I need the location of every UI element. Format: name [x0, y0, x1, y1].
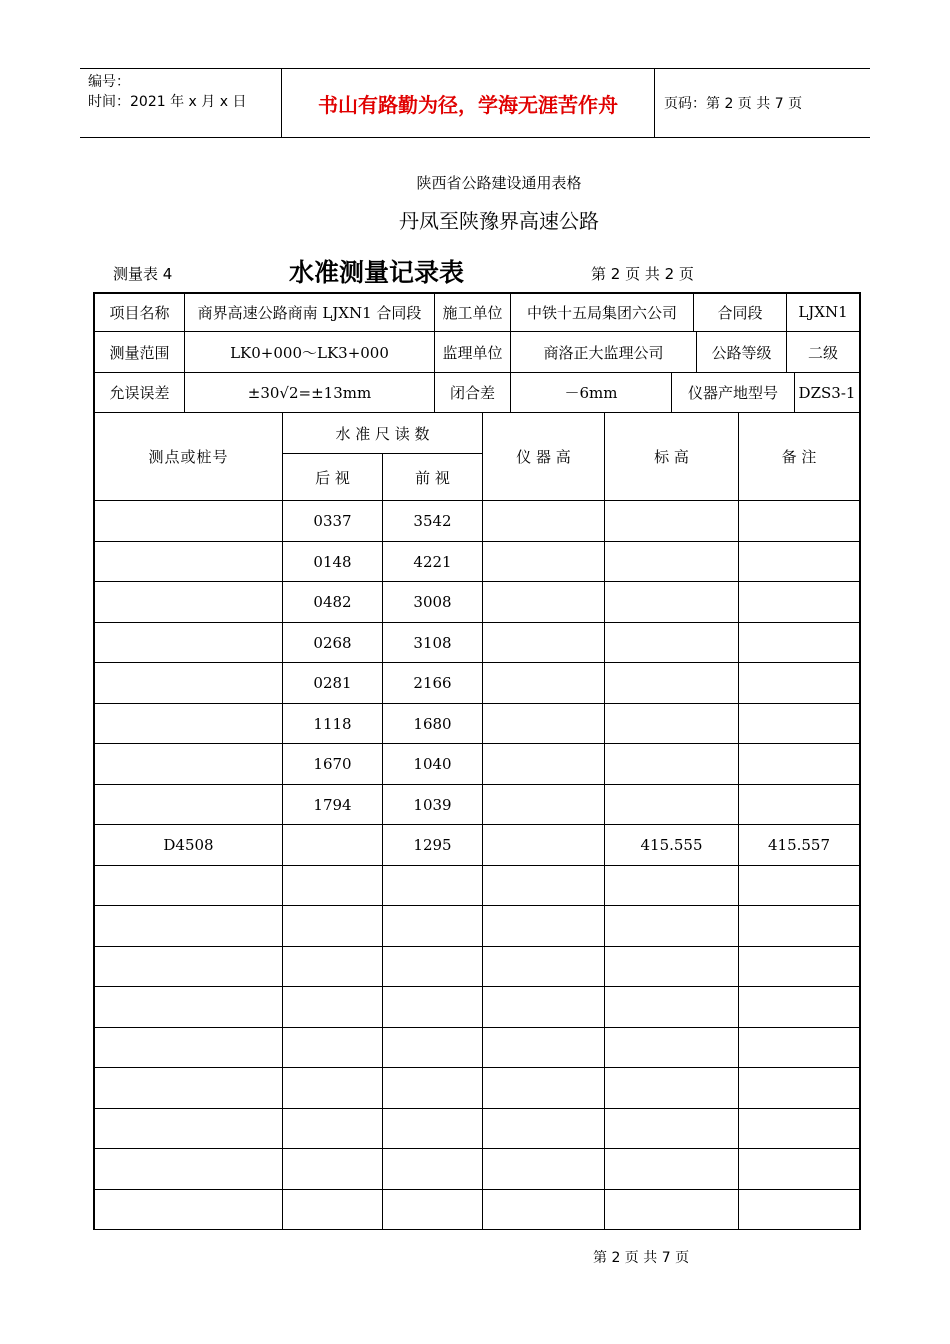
table-cell-instrument-height: [483, 744, 604, 784]
table-cell-instrument-height: [483, 623, 604, 662]
header-motto: 书山有路勤为径，学海无涯苦作舟: [318, 92, 618, 117]
contract-value: LJXN1: [798, 303, 848, 321]
table-cell-instrument-height: [483, 1109, 604, 1148]
document-time: 时间：2021 年 x 月 x 日: [88, 94, 247, 110]
table-cell-station: [95, 582, 282, 622]
table-cell-station: [95, 744, 282, 784]
table-cell-foresight: 1039: [413, 795, 452, 814]
table-cell-backsight: [283, 947, 382, 986]
table-cell-remarks: [739, 947, 859, 986]
contractor-value: 中铁十五局集团六公司: [526, 303, 677, 322]
table-cell-station: D4508: [163, 836, 214, 854]
table-cell-remarks: [739, 501, 859, 541]
table-cell-foresight: 4221: [413, 552, 452, 571]
col-header-instrument-height: 仪 器 高: [516, 448, 571, 466]
table-cell-backsight: [283, 1109, 382, 1148]
table-cell-instrument-height: [483, 906, 604, 946]
table-cell-elevation: [605, 1149, 738, 1189]
table-cell-elevation: [605, 704, 738, 743]
table-cell-instrument-height: [483, 542, 604, 581]
table-cell-backsight: 0148: [313, 552, 352, 571]
project-label: 项目名称: [109, 303, 170, 322]
table-cell-instrument-height: [483, 866, 604, 905]
table-cell-station: [95, 1028, 282, 1067]
table-cell-backsight: 1118: [313, 714, 352, 733]
table-cell-station: [95, 1190, 282, 1229]
table-cell-foresight: [383, 1068, 482, 1108]
page-title: 水准测量记录表: [289, 258, 465, 287]
table-cell-station: [95, 663, 282, 703]
table-cell-station: [95, 906, 282, 946]
table-cell-backsight: [283, 825, 382, 865]
table-cell-backsight: [283, 987, 382, 1027]
table-cell-foresight: 3542: [413, 512, 452, 530]
instrument-label: 仪器产地型号: [687, 384, 778, 402]
table-cell-remarks: 415.557: [767, 836, 831, 854]
table-cell-elevation: [605, 542, 738, 581]
table-cell-foresight: [383, 987, 482, 1027]
table-cell-foresight: [383, 906, 482, 946]
table-cell-elevation: [605, 623, 738, 662]
project-value: 商界高速公路商南 LJXN1 合同段: [197, 303, 422, 322]
table-cell-remarks: [739, 1149, 859, 1189]
table-cell-station: [95, 704, 282, 743]
form-number: 测量表 4: [113, 265, 173, 283]
table-cell-remarks: [739, 704, 859, 743]
table-cell-elevation: [605, 987, 738, 1027]
table-cell-station: [95, 947, 282, 986]
table-cell-foresight: 3008: [413, 593, 452, 611]
table-cell-instrument-height: [483, 1149, 604, 1189]
table-cell-elevation: [605, 582, 738, 622]
contract-label: 合同段: [717, 303, 763, 322]
province-form-title: 陕西省公路建设通用表格: [416, 174, 582, 192]
table-cell-elevation: [605, 785, 738, 824]
table-cell-foresight: 1295: [413, 836, 452, 854]
table-cell-elevation: [605, 501, 738, 541]
table-cell-station: [95, 866, 282, 905]
table-cell-elevation: [605, 1068, 738, 1108]
table-cell-remarks: [739, 785, 859, 824]
table-cell-elevation: [605, 1190, 738, 1229]
table-cell-backsight: [283, 1190, 382, 1229]
closure-label: 闭合差: [449, 384, 495, 402]
header-page-code: 页码：第 2 页 共 7 页: [664, 96, 803, 112]
col-header-station: 测点或桩号: [148, 448, 229, 466]
table-cell-backsight: 1670: [313, 755, 352, 773]
table-cell-remarks: [739, 987, 859, 1027]
table-cell-remarks: [739, 1068, 859, 1108]
table-cell-foresight: 3108: [413, 633, 452, 652]
table-cell-instrument-height: [483, 785, 604, 824]
table-cell-instrument-height: [483, 582, 604, 622]
table-cell-instrument-height: [483, 947, 604, 986]
table-cell-station: [95, 987, 282, 1027]
table-cell-backsight: [283, 906, 382, 946]
table-cell-station: [95, 501, 282, 541]
col-header-remarks: 备 注: [781, 448, 817, 466]
col-header-foresight: 前 视: [415, 468, 450, 487]
table-cell-backsight: 0268: [313, 633, 352, 652]
sheet-info: 第 2 页 共 2 页: [591, 265, 694, 283]
table-cell-station: [95, 1149, 282, 1189]
table-cell-remarks: [739, 1109, 859, 1148]
table-cell-foresight: [383, 1149, 482, 1189]
table-cell-remarks: [739, 1028, 859, 1067]
col-header-backsight: 后 视: [315, 468, 350, 487]
table-cell-remarks: [739, 582, 859, 622]
table-cell-instrument-height: [483, 825, 604, 865]
table-cell-elevation: [605, 947, 738, 986]
document-number-label: 编号：: [88, 74, 130, 90]
grade-value: 二级: [807, 343, 838, 362]
table-cell-instrument-height: [483, 1190, 604, 1229]
table-cell-foresight: 1680: [413, 714, 452, 733]
table-cell-instrument-height: [483, 1028, 604, 1067]
tolerance-label: 允误误差: [109, 384, 170, 402]
table-cell-backsight: 0281: [313, 674, 352, 692]
table-cell-backsight: 1794: [313, 795, 352, 814]
table-cell-elevation: [605, 906, 738, 946]
table-cell-instrument-height: [483, 501, 604, 541]
table-cell-backsight: [283, 1028, 382, 1067]
table-border-right: [859, 292, 861, 1230]
table-cell-station: [95, 1109, 282, 1148]
table-cell-elevation: [605, 663, 738, 703]
table-border-bottom: [93, 1229, 861, 1230]
table-cell-remarks: [739, 906, 859, 946]
table-cell-elevation: [605, 1109, 738, 1148]
table-cell-remarks: [739, 623, 859, 662]
table-cell-backsight: [283, 1068, 382, 1108]
table-cell-remarks: [739, 542, 859, 581]
contractor-label: 施工单位: [442, 303, 503, 322]
supervisor-label: 监理单位: [442, 343, 503, 362]
table-cell-elevation: [605, 1028, 738, 1067]
range-label: 测量范围: [109, 343, 170, 362]
table-cell-station: [95, 623, 282, 662]
closure-value: －6mm: [564, 384, 618, 402]
range-value: LK0+000～LK3+000: [230, 343, 389, 362]
col-header-staff-reading: 水 准 尺 读 数: [335, 424, 430, 443]
table-cell-foresight: [383, 1028, 482, 1067]
table-cell-elevation: [605, 744, 738, 784]
grade-label: 公路等级: [711, 343, 772, 362]
table-cell-instrument-height: [483, 987, 604, 1027]
table-cell-remarks: [739, 663, 859, 703]
table-cell-elevation: 415.555: [640, 836, 703, 854]
table-cell-instrument-height: [483, 663, 604, 703]
table-cell-foresight: 1040: [413, 755, 452, 773]
table-cell-backsight: [283, 1149, 382, 1189]
table-cell-station: [95, 1068, 282, 1108]
table-cell-elevation: [605, 866, 738, 905]
col-header-elevation: 标 高: [654, 448, 689, 466]
table-cell-station: [95, 785, 282, 824]
table-cell-remarks: [739, 1190, 859, 1229]
table-cell-foresight: 2166: [413, 674, 452, 692]
table-cell-remarks: [739, 744, 859, 784]
table-cell-station: [95, 542, 282, 581]
highway-title: 丹凤至陕豫界高速公路: [399, 209, 599, 233]
table-cell-backsight: 0482: [313, 593, 352, 611]
table-cell-foresight: [383, 947, 482, 986]
table-cell-instrument-height: [483, 704, 604, 743]
tolerance-value: ±30√2=±13mm: [247, 383, 372, 402]
table-cell-backsight: 0337: [313, 512, 352, 530]
supervisor-value: 商洛正大监理公司: [543, 343, 664, 362]
table-cell-foresight: [383, 866, 482, 905]
table-cell-instrument-height: [483, 1068, 604, 1108]
table-cell-foresight: [383, 1109, 482, 1148]
page-footer: 第 2 页 共 7 页: [593, 1250, 690, 1266]
table-cell-backsight: [283, 866, 382, 905]
table-cell-remarks: [739, 866, 859, 905]
table-cell-foresight: [383, 1190, 482, 1229]
instrument-value: DZS3-1: [798, 383, 856, 402]
